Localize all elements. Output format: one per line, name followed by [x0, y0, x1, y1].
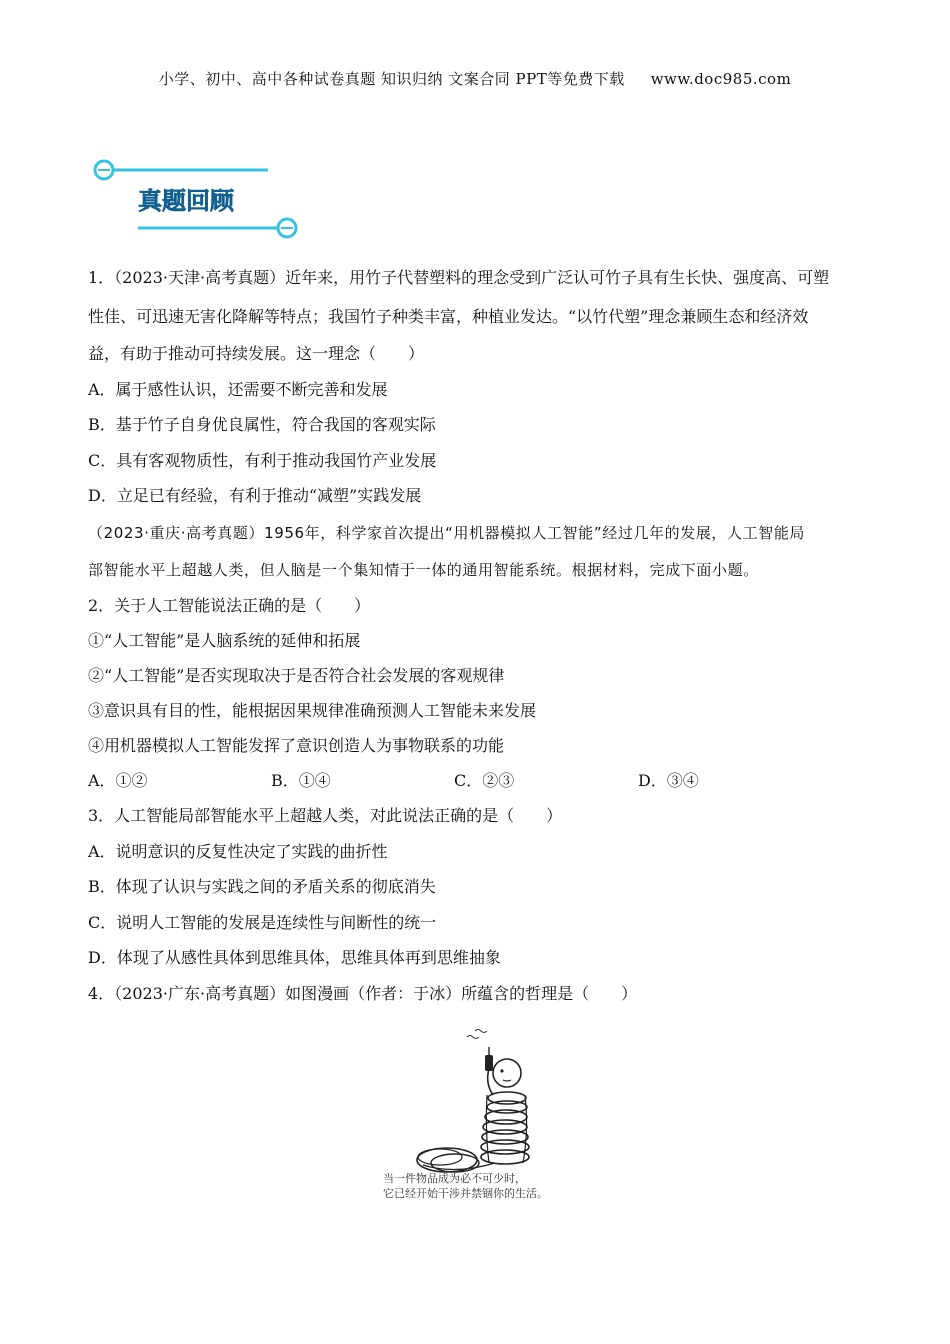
q2-stem: 2．关于人工智能说法正确的是（ ） [88, 596, 371, 615]
material-line-1: （2023·重庆·高考真题）1956年，科学家首次提出“用机器模拟人工智能”经过几年的发展，人工智能局 [88, 524, 806, 542]
q2-statement-4: ④用机器模拟人工智能发挥了意识创造人为事物联系的功能 [88, 736, 505, 755]
q1-stem-line-2: 性佳、可迅速无害化降解等特点；我国竹子种类丰富，种植业发达。“以竹代塑”理念兼顾生态和经济效 [88, 307, 809, 326]
cartoon-caption-line-2: 它已经开始干涉并禁锢你的生活。 [383, 1187, 548, 1200]
material-line-2: 部智能水平上超越人类，但人脑是一个集知情于一体的通用智能系统。根据材料，完成下面小题。 [88, 561, 759, 579]
q2-options-row [88, 771, 868, 791]
q1-stem-line-3: 益，有助于推动可持续发展。这一理念（ ） [88, 344, 425, 363]
section-title: 真题回顾 [138, 187, 234, 215]
q3-option-c[interactable]: C．说明人工智能的发展是连续性与间断性的统一 [88, 913, 437, 932]
q4-stem: 4．（2023·广东·高考真题）如图漫画（作者：于冰）所蕴含的哲理是（ ） [88, 984, 638, 1003]
q1-option-b[interactable]: B．基于竹子自身优良属性，符合我国的客观实际 [88, 415, 436, 434]
q2-option-c[interactable]: C．②③ [454, 771, 515, 790]
section-banner [88, 152, 303, 247]
q2-option-b[interactable]: B．①④ [271, 771, 331, 790]
q2-statement-2: ②“人工智能”是否实现取决于是否符合社会发展的客观规律 [88, 666, 505, 685]
q1-stem-line-1: 1．（2023·天津·高考真题）近年来，用竹子代替塑料的理念受到广泛认可竹子具有生长快、强度高、可塑 [88, 268, 830, 287]
q1-option-c[interactable]: C．具有客观物质性，有利于推动我国竹产业发展 [88, 451, 437, 470]
q2-statement-3: ③意识具有目的性，能根据因果规律准确预测人工智能未来发展 [88, 701, 537, 720]
header-text: 小学、初中、高中各种试卷真题 知识归纳 文案合同 PPT等免费下载 [158, 70, 625, 88]
q1-option-d[interactable]: D．立足已有经验，有利于推动“减塑”实践发展 [88, 486, 422, 505]
q3-option-a[interactable]: A．说明意识的反复性决定了实践的曲折性 [88, 842, 388, 861]
q1-option-a[interactable]: A．属于感性认识，还需要不断完善和发展 [88, 380, 388, 399]
page-header [0, 68, 950, 89]
q2-statement-1: ①“人工智能”是人脑系统的延伸和拓展 [88, 631, 361, 650]
q2-option-d[interactable]: D．③④ [638, 771, 699, 790]
q3-option-d[interactable]: D．体现了从感性具体到思维具体，思维具体再到思维抽象 [88, 948, 501, 967]
q2-option-a[interactable]: A．①② [88, 771, 148, 790]
header-url[interactable]: www.doc985.com [650, 70, 792, 88]
q3-option-b[interactable]: B．体现了认识与实践之间的矛盾关系的彻底消失 [88, 877, 436, 896]
q3-stem: 3．人工智能局部智能水平上超越人类，对此说法正确的是（ ） [88, 806, 563, 825]
cartoon-caption-line-1: 当一件物品成为必不可少时， [383, 1172, 526, 1185]
